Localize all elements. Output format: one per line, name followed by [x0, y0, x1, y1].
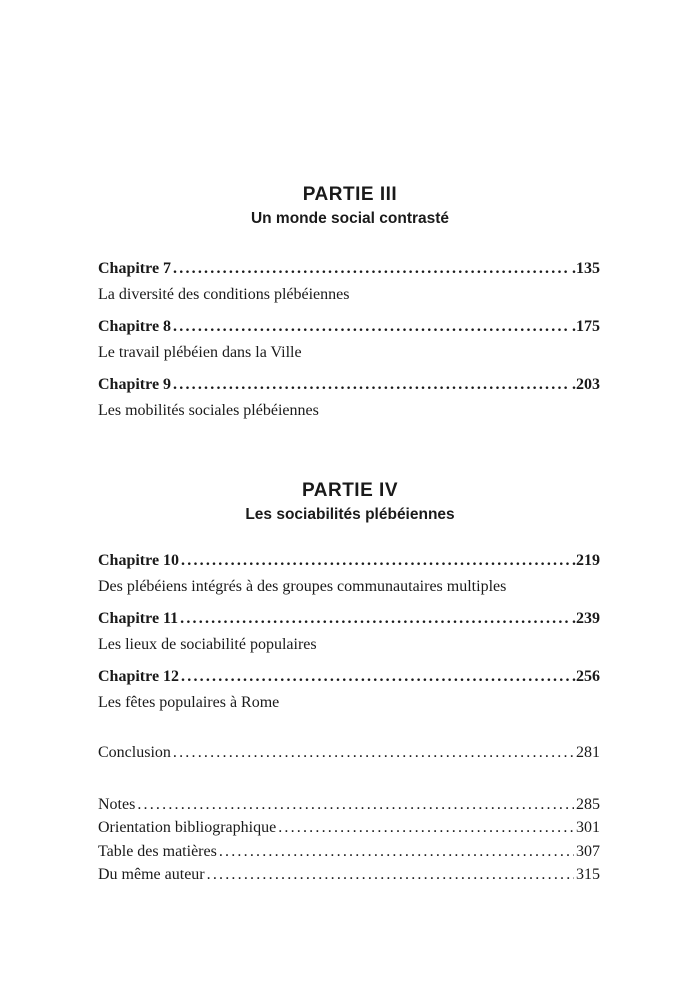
toc-entry-chapter-12[interactable] — [98, 667, 600, 713]
page-number: .135 — [572, 260, 600, 277]
toc-entry-chapter-9[interactable] — [98, 375, 600, 421]
page-number: 301 — [576, 819, 600, 836]
entry-label: Table des matières — [98, 843, 217, 860]
entry-label: Conclusion — [98, 744, 171, 761]
chapter-title: Le travail plébéien dans la Ville — [98, 344, 302, 361]
chapter-label: Chapitre 7 — [98, 260, 172, 277]
dot-leader — [180, 609, 570, 629]
toc-entry-chapter-8[interactable] — [98, 317, 600, 363]
chapter-label: Chapitre 8 — [98, 318, 172, 335]
part-3-header — [0, 184, 700, 229]
chapter-label: Chapitre 10 — [98, 552, 180, 569]
page-number: .203 — [572, 376, 600, 393]
page-number: 285 — [576, 796, 600, 813]
toc-entry-du-meme-auteur[interactable] — [98, 865, 600, 885]
dot-leader — [207, 865, 574, 885]
toc-entry-chapter-7[interactable] — [98, 259, 600, 305]
chapter-title: Des plébéiens intégrés à des groupes communautaires multiples — [98, 578, 507, 595]
chapter-label: Chapitre 9 — [98, 376, 172, 393]
dot-leader — [173, 317, 570, 337]
part-4-header — [0, 480, 700, 525]
chapter-title: Les mobilités sociales plébéiennes — [98, 402, 319, 419]
entry-label: Notes — [98, 796, 136, 813]
chapter-title: Les lieux de sociabilité populaires — [98, 636, 317, 653]
entry-label: Orientation bibliographique — [98, 819, 277, 836]
entry-label: Du même auteur — [98, 866, 205, 883]
page-number: 281 — [576, 744, 600, 761]
dot-leader — [278, 818, 574, 838]
page-number: .219 — [572, 552, 600, 569]
toc-entry-chapter-11[interactable] — [98, 609, 600, 655]
part-title: PARTIE IV — [302, 480, 398, 501]
chapter-label: Chapitre 11 — [98, 610, 179, 627]
dot-leader — [181, 667, 570, 687]
chapter-title: La diversité des conditions plébéiennes — [98, 286, 350, 303]
chapter-title: Les fêtes populaires à Rome — [98, 694, 280, 711]
dot-leader — [173, 375, 570, 395]
page-number: .256 — [572, 668, 600, 685]
dot-leader — [173, 259, 570, 279]
dot-leader — [137, 795, 574, 815]
toc-entry-chapter-10[interactable] — [98, 551, 600, 597]
toc-entry-notes[interactable] — [98, 795, 600, 815]
page-number: .239 — [572, 610, 600, 627]
chapter-label: Chapitre 12 — [98, 668, 180, 685]
dot-leader — [219, 842, 574, 862]
toc-entry-table-des-matieres[interactable] — [98, 842, 600, 862]
page-number: 315 — [576, 866, 600, 883]
page-number: .175 — [572, 318, 600, 335]
part-subtitle: Les sociabilités plébéiennes — [245, 506, 455, 523]
part-subtitle: Un monde social contrasté — [250, 210, 450, 227]
page-number: 307 — [576, 843, 600, 860]
toc-entry-orientation-bibliographique[interactable] — [98, 818, 600, 838]
dot-leader — [181, 551, 570, 571]
part-title: PARTIE III — [302, 184, 398, 205]
dot-leader — [173, 743, 574, 763]
toc-entry-conclusion[interactable] — [98, 743, 600, 763]
